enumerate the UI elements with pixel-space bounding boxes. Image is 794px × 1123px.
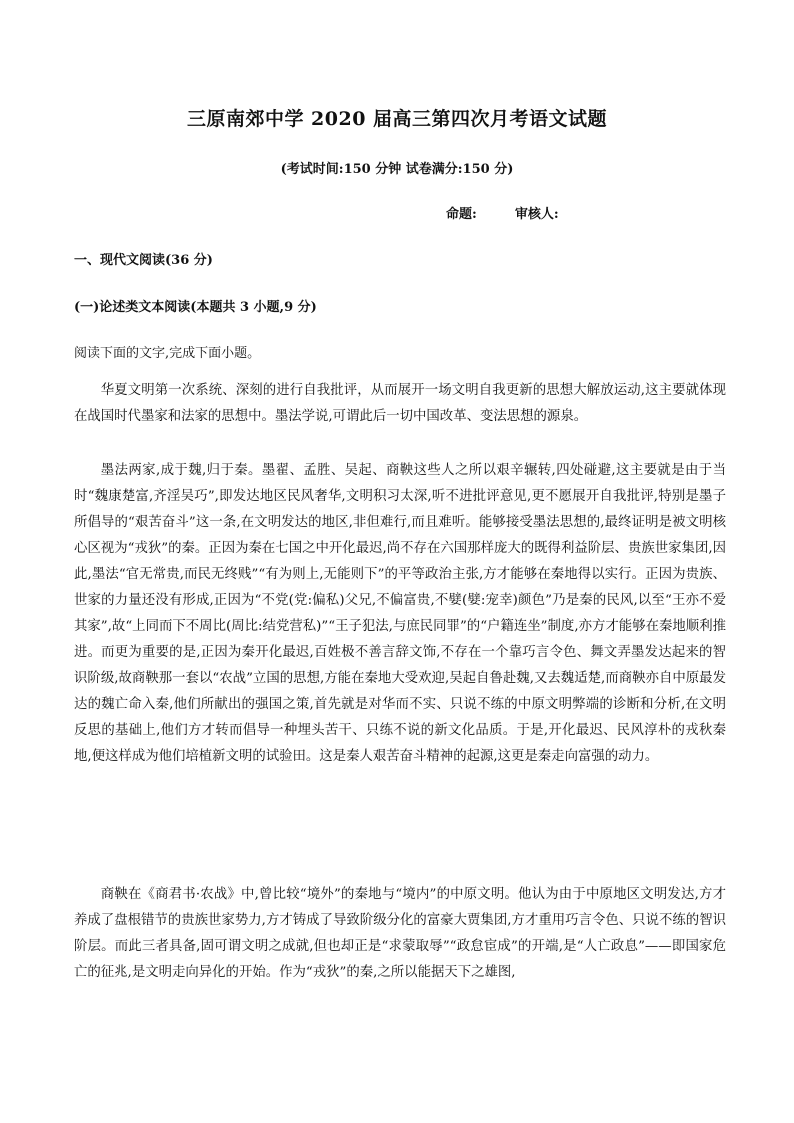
subsection-heading: (一)论述类文本阅读(本题共 3 小题,9 分) <box>74 300 317 315</box>
article-paragraph-1: 华夏文明第一次系统、深刻的进行自我批评，从而展开一场文明自我更新的思想大解放运动,这主要就体现在战国时代墨家和法家的思想中。墨法学说,可谓此后一切中国改革、变法思想的源泉。 <box>74 383 726 424</box>
page-title: 三原南郊中学 2020 届高三第四次月考语文试题 <box>186 108 608 130</box>
article-paragraph-2: 墨法两家,成于魏,归于秦。墨翟、孟胜、吴起、商鞅这些人之所以艰辛辗转,四处碰避,这主要就是由于当时“魏康楚富,齐淫吴巧”,即发达地区民风奢华,文明积习太深,听不进批评意见,更不愿展开自我批评,特别是墨子所倡导的“艰苦奋斗”这一条,在文明发达的地区,非但难行,而且难听。能够接受墨法思想的,最终证明是被文明核心区视为“戎狄”的秦。正因为秦在七国之中开化最迟,尚不存在六国那样庞大的既得利益阶层、贵族世家集团,因此,墨法“官无常贵,而民无终贱”“有为则上,无能则下”的平等政治主张,方才能够在秦地得以实行。正因为贵族、世家的力量还没有形成,正因为“不党(党:偏私)父兄,不偏富贵,不嬖(嬖:宠幸)颜色”乃是秦的民风,以至“王亦不爱其家”,故“上同而下不周比(周比:结党营私)”“王子犯法,与庶民同罪”的“户籍连坐”制度,亦方才能够在秦地顺利推进。而更为重要的是,正因为秦开化最迟,百姓极不善言辞文饰,不存在一个靠巧言令色、舞文弄墨发达起来的智识阶级,故商鞅那一套以“农战”立国的思想,方能在秦地大受欢迎,吴起自鲁赴魏,又去魏适楚,而商鞅亦自中原最发达的魏亡命入秦,他们所献出的强国之策,首先就是对华而不实、只说不练的中原文明弊端的诊断和分析,在文明反思的基础上,他们方才转而倡导一种埋头苦干、只练不说的新文化品质。于是,开化最迟、民风淳朴的戎秋秦地,便这样成为他们培植新文明的试验田。这是秦人艰苦奋斗精神的起源,这更是秦走向富强的动力。 <box>74 463 726 764</box>
article-paragraph-3: 商鞅在《商君书·农战》中,曾比较“境外”的秦地与“境内”的中原文明。他认为由于中原地区文明发达,方才养成了盘根错节的贵族世家势力,方才铸成了导致阶级分化的富豪大贾集团,方才重用巧言令色、只说不练的智识阶层。而此三者具备,固可谓文明之成就,但也却正是“求蒙取辱”“政怠宦成”的开端,是“人亡政息”——即国家危亡的征兆,是文明走向异化的开始。作为“戎狄”的秦,之所以能据天下之雄图, <box>74 887 726 980</box>
setter-line <box>446 203 597 222</box>
section-heading: 一、现代文阅读(36 分) <box>74 253 213 268</box>
exam-info: (考试时间:150 分钟 试卷满分:150 分) <box>280 162 514 177</box>
instruction-text: 阅读下面的文字,完成下面小题。 <box>74 346 261 361</box>
reviewer-label: 审核人: <box>514 207 559 222</box>
setter-label: 命题: <box>446 207 477 222</box>
